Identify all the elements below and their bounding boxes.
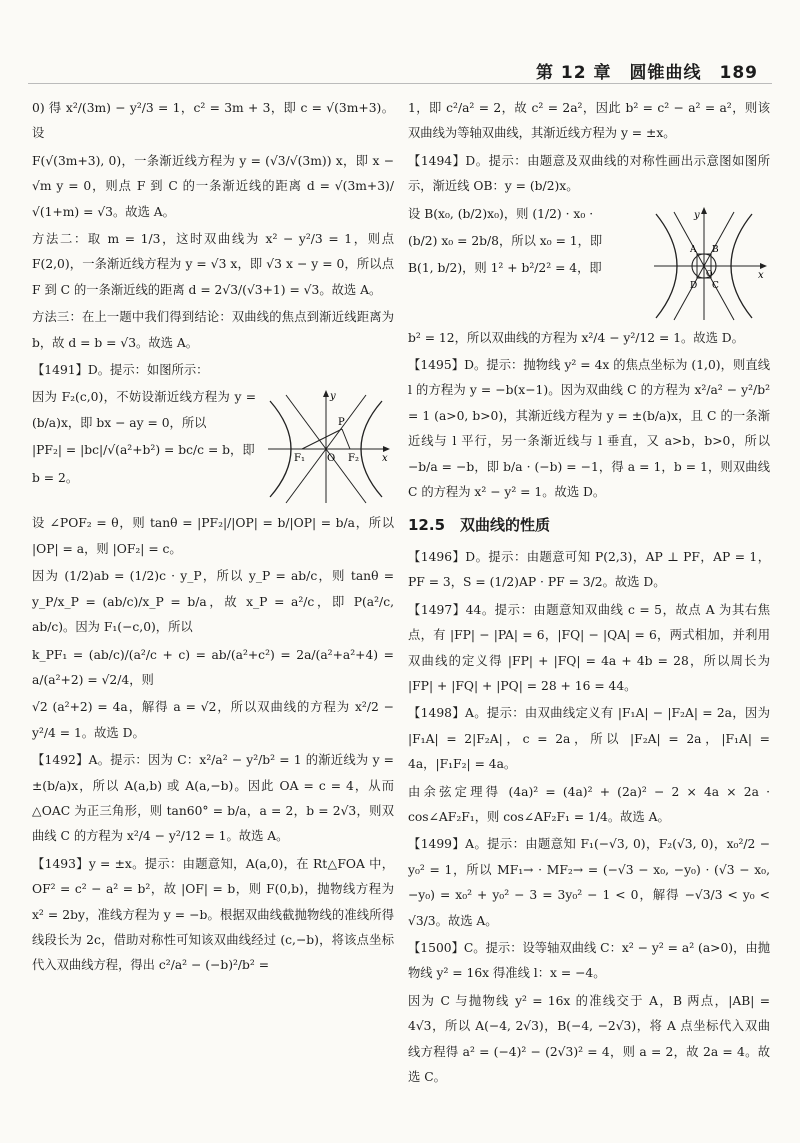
fig1491-label-f1: F₁ xyxy=(294,453,305,465)
right-para-12: 【1499】A。提示：由题意知 F₁(−√3, 0)，F₂(√3, 0)，x₀²/2 − y₀² = 1，所以 MF₁→ · MF₂→ = (−√3 − x₀, −y₀) · (√3 − x₀, −y₀) = x₀² + y₀² − 3 = 3y₀² − 1 < 0，解得 −√3/3 < y₀ < √3/3。故选 A。 xyxy=(408,837,770,928)
right-para-5: b² = 12，所以双曲线的方程为 x²/4 − y²/12 = 1。故选 D。 xyxy=(408,330,744,345)
fig1491-segment-f1p xyxy=(302,429,342,449)
right-para-11: 由余弦定理得 (4a)² = (4a)² + (2a)² − 2 × 4a × 2a · cos∠AF₂F₁，则 cos∠AF₂F₁ = 1/4。故选 A。 xyxy=(408,784,770,824)
right-para-1: 【1494】D。提示：由题意及双曲线的对称性画出示意图如图所示，渐近线 OB：y = (b/2)x。 xyxy=(408,153,770,194)
right-para-10: 【1498】A。提示：由双曲线定义有 |F₁A| − |F₂A| = 2a，因为 |F₁A| = 2|F₂A|，c = 2a，所以 |F₂A| = 2a，|F₁A| = 4a，|F₁F₂| = 4a。 xyxy=(408,706,770,772)
left-para-7: b = 2。 xyxy=(32,470,79,485)
left-column xyxy=(32,96,394,981)
fig1491-label-p: P xyxy=(338,417,345,429)
left-para-1: F(√(3m+3), 0)，一条渐近线方程为 y = (√3/√(3m)) x，即 x − √m y = 0，则点 F 到 C 的一条渐近线的距离 d = √(3m+3)/√(1+m) = √3。故选 A。 xyxy=(32,153,394,219)
left-para-8: 设 ∠POF₂ = θ，则 tanθ = |PF₂|/|OP| = b/|OP| = b/a，所以 |OP| = a，则 |OF₂| = c。 xyxy=(32,516,394,556)
left-para-6: |PF₂| = |bc|/√(a²+b²) = bc/c = b，即 xyxy=(32,443,255,458)
right-para-9: 【1497】44。提示：由题意知双曲线 c = 5，故点 A 为其右焦点，有 |FP| − |PA| = 6，|FQ| − |QA| = 6，两式相加，并利用双曲线的定义得 |FP| + |FQ| = 4a + 4b = 28，所以周长为 |FP| + |FQ| + |PQ| = 28 + 16 = 44。 xyxy=(408,602,770,693)
fig1494-label-x: x xyxy=(758,269,764,281)
page-header: 第 12 章 圆锥曲线 189 xyxy=(536,63,758,83)
left-para-9: 因为 (1/2)ab = (1/2)c · y_P，所以 y_P = ab/c，则 tanθ = y_P/x_P = (ab/c)/x_P = b/a，故 x_P = a²/c，即 P(a²/c, ab/c)。因为 F₁(−c,0)，所以 xyxy=(32,569,394,635)
fig1491-label-y: y xyxy=(330,391,336,403)
fig1491-label-f2: F₂ xyxy=(348,453,359,465)
left-para-0: 0) 得 x²/(3m) − y²/3 = 1，c² = 3m + 3，即 c = √(3m+3)。设 xyxy=(32,101,394,141)
right-para-2: 设 B(x₀, (b/2)x₀)，则 (1/2) · x₀ · xyxy=(408,206,594,221)
right-para-13: 【1500】C。提示：设等轴双曲线 C：x² − y² = a² (a>0)，由抛物线 y² = 16x 得准线 l：x = −4。 xyxy=(408,940,770,981)
left-para-11: √2 (a²+2) = 4a，解得 a = √2，所以双曲线的方程为 x²/2 − y²/4 = 1。故选 D。 xyxy=(32,700,394,740)
section-heading: 12.5 双曲线的性质 xyxy=(408,516,551,535)
left-para-5: 因为 F₂(c,0)，不妨设渐近线方程为 y = (b/a)x，即 bx − ay = 0，所以 xyxy=(32,390,256,430)
fig1491-x-arrow xyxy=(383,446,390,452)
left-para-4: 【1491】D。提示：如图所示： xyxy=(32,363,209,378)
fig1494-label-o: O xyxy=(706,268,713,278)
fig1494-label-b: B xyxy=(712,244,719,255)
fig1491-y-arrow xyxy=(323,390,329,397)
right-para-3: (b/2) x₀ = 2b/8，所以 x₀ = 1，即 xyxy=(408,234,603,249)
fig1494-x-arrow xyxy=(760,263,767,269)
header-rule xyxy=(28,83,772,84)
fig1494-label-y: y xyxy=(694,209,700,221)
left-para-10: k_PF₁ = (ab/c)/(a²/c + c) = ab/(a²+c²) = 2a/(a²+a²+4) = a/(a²+2) = √2/4，则 xyxy=(32,647,394,687)
right-para-8: 【1496】D。提示：由题意可知 P(2,3)，AP ⊥ PF，AP = 1，PF = 3，S = (1/2)AP · PF = 3/2。故选 D。 xyxy=(408,549,770,590)
fig1491-segment-pf2 xyxy=(342,429,350,449)
fig1494-label-a: A xyxy=(690,244,697,255)
fig1494-y-arrow xyxy=(701,207,707,214)
right-column xyxy=(408,96,770,1092)
right-para-6: 【1495】D。提示：抛物线 y² = 4x 的焦点坐标为 (1,0)，则直线 l 的方程为 y = −b(x−1)。因为双曲线 C 的方程为 x²/a² − y²/b² = 1 (a>0, b>0)，其渐近线方程为 y = ±(b/a)x，且 C 的一条渐近线与 l 平行，另一条渐近线与 l 垂直，又 a>b，b>0，所以 −b/a = −b，即 b/a · (−b) = −1，得 a = 1，b = 1，则双曲线 C 的方程为 x² − y² = 1。故选 D。 xyxy=(408,358,770,500)
fig1494-label-d: D xyxy=(690,280,698,291)
right-para-0: 1，即 c²/a² = 2，故 c² = 2a²，因此 b² = c² − a² = a²，则该双曲线为等轴双曲线，其渐近线方程为 y = ±x。 xyxy=(408,101,770,141)
left-para-2: 方法二：取 m = 1/3，这时双曲线为 x² − y²/3 = 1，则点 F(2,0)，一条渐近线方程为 y = √3 x，即 √3 x − y = 0，所以点 F 到 C 的一条渐近线的距离 d = 2√3/(√3+1) = √3。故选 A。 xyxy=(32,232,394,297)
figure-1494 xyxy=(652,204,770,322)
left-para-3: 方法三：在上一题中我们得到结论：双曲线的焦点到渐近线距离为 b，故 d = b = √3。故选 A。 xyxy=(32,310,394,350)
right-para-4: B(1, b/2)，则 1² + b²/2² = 4，即 xyxy=(408,261,602,276)
fig1491-label-x: x xyxy=(382,453,388,465)
left-para-12: 【1492】A。提示：因为 C：x²/a² − y²/b² = 1 的渐近线为 y = ±(b/a)x，所以 A(a,b) 或 A(a,−b)。因此 OA = c = 4，从而 △OAC 为正三角形，则 tan60° = b/a，a = 2，b = 2√3，则双曲线 C 的方程为 x²/4 − y²/12 = 1。故选 A。 xyxy=(32,753,394,844)
left-para-13: 【1493】y = ±x。提示：由题意知，A(a,0)，在 Rt△FOA 中，OF² = c² − a² = b²，故 |OF| = b，则 F(0,b)，抛物线方程为 x² = 2by，准线方程为 y = −b。根据双曲线截抛物线的准线所得线段长为 2c，借助对称性可知该双曲线经过 (c,−b)，将该点坐标代入双曲线方程，得出 c²/a² − (−b)²/b² = xyxy=(32,856,394,973)
figure-1491 xyxy=(264,387,394,507)
fig1491-label-o: O xyxy=(327,453,336,465)
right-para-14: 因为 C 与抛物线 y² = 16x 的准线交于 A，B 两点，|AB| = 4√3，所以 A(−4, 2√3)，B(−4, −2√3)，将 A 点坐标代入双曲线方程得 a² = (−4)² − (2√3)² = 4，则 a = 2，故 2a = 4。故选 C。 xyxy=(408,993,770,1084)
fig1494-label-c: C xyxy=(712,280,719,291)
